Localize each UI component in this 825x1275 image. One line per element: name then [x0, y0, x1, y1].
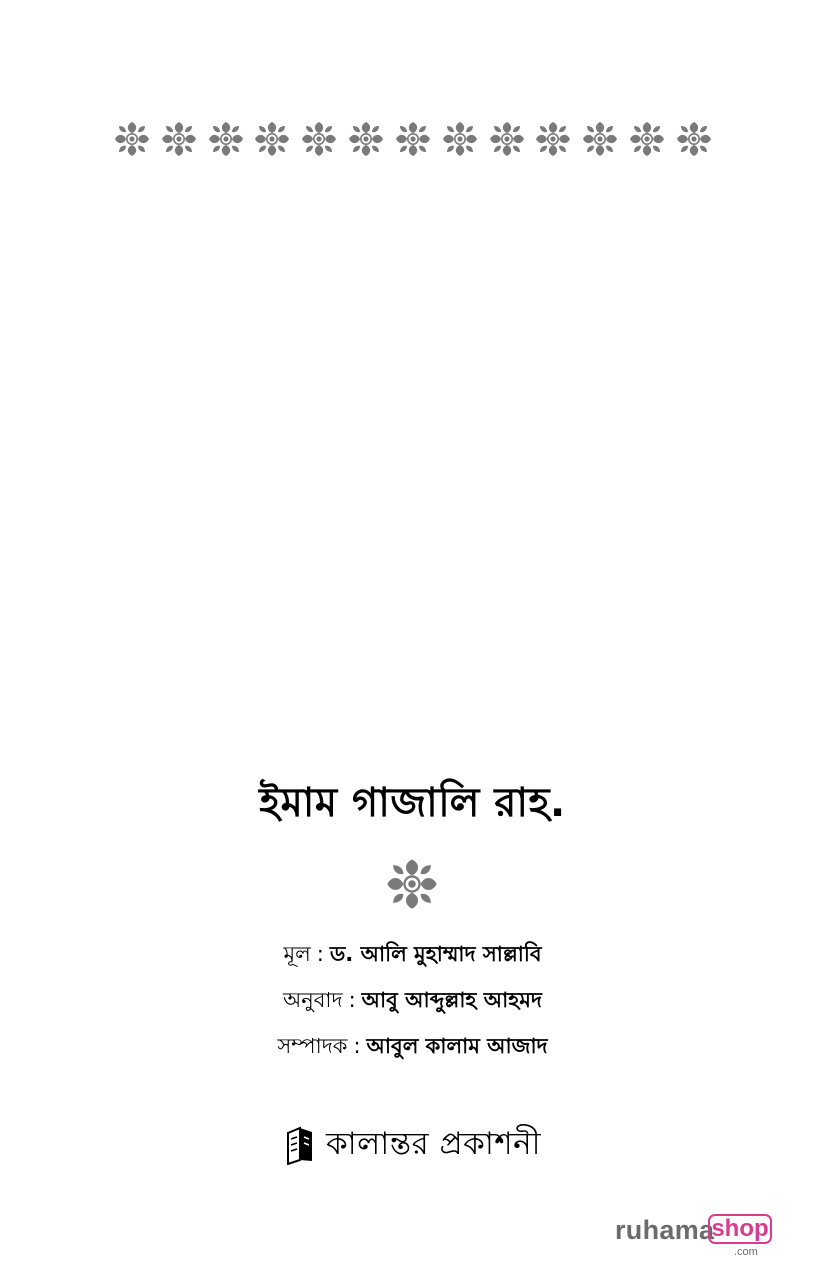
center-floral-ornament-icon: [382, 855, 442, 913]
floral-ornament-icon: [440, 119, 480, 159]
floral-ornament-icon: [393, 119, 433, 159]
credit-author-value: ড. আলি মুহাম্মাদ সাল্লাবি: [329, 942, 542, 966]
top-ornament-border: [112, 118, 714, 160]
watermark-tld-text: .com: [734, 1246, 758, 1258]
ruhamashop-watermark: [612, 1210, 782, 1262]
watermark-shop-text: shop: [708, 1214, 772, 1244]
book-logo-icon: [284, 1123, 316, 1165]
floral-ornament-icon: [674, 119, 714, 159]
credit-editor-separator: :: [353, 1034, 361, 1058]
credit-editor-label: সম্পাদক: [277, 1034, 348, 1058]
floral-ornament-icon: [299, 119, 339, 159]
credit-translator-label: অনুবাদ: [283, 988, 343, 1012]
credit-author-label: মূল: [283, 942, 311, 966]
watermark-ruhama-text: ruhama: [615, 1215, 715, 1245]
floral-ornament-icon: [159, 119, 199, 159]
credit-translator-separator: :: [348, 988, 356, 1012]
floral-ornament-icon: [533, 119, 573, 159]
publisher-name: কালান্তর প্রকাশনী: [325, 1126, 542, 1162]
floral-ornament-icon: [487, 119, 527, 159]
credit-translator-value: আবু আব্দুল্লাহ আহমদ: [361, 988, 542, 1012]
floral-ornament-icon: [252, 119, 292, 159]
credit-editor: [0, 1031, 825, 1061]
credit-author: [0, 939, 825, 969]
floral-ornament-icon: [627, 119, 667, 159]
book-title: ইমাম গাজালি রাহ.: [259, 780, 566, 826]
floral-ornament-icon: [580, 119, 620, 159]
floral-ornament-icon: [206, 119, 246, 159]
credit-editor-value: আবুল কালাম আজাদ: [366, 1034, 548, 1058]
credit-translator: [0, 985, 825, 1015]
credit-author-separator: :: [316, 942, 324, 966]
floral-ornament-icon: [346, 119, 386, 159]
floral-ornament-icon: [112, 119, 152, 159]
publisher: [0, 1122, 825, 1166]
